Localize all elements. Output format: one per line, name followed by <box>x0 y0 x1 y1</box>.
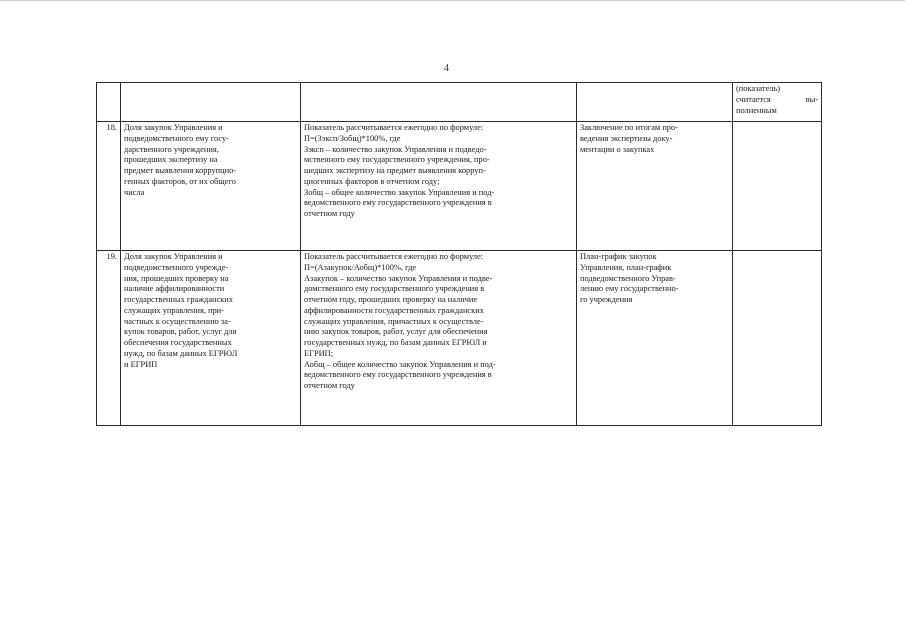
formula-line: ЕГРИП; <box>304 348 334 358</box>
formula-line: циогенных факторов в отчетном году; <box>304 176 440 186</box>
formula-line: шедших экспертизу на предмет выявления корруп- <box>304 166 486 175</box>
formula-line: Азакупок – количество закупок Управления и подве- <box>304 273 493 283</box>
formula-line: Зобщ – общее количество закупок Управления и под- <box>304 187 495 197</box>
source-line: подведомственного Управ- <box>580 273 676 283</box>
indicator-line: государственных гражданских <box>124 295 233 304</box>
formula-line: отчетном году, прошедших проверку на наличие <box>304 295 478 304</box>
table-header-row <box>97 83 822 122</box>
formula-line: аффилированности государственных гражданских <box>304 305 484 315</box>
indicator-line: подведомственного ему госу- <box>124 133 229 143</box>
formula-line: П=(Азакупок/Аобщ)*100%, где <box>304 262 417 272</box>
table-row <box>97 251 822 426</box>
formula-line: отчетном году <box>304 381 355 390</box>
formula-line: Показатель рассчитывается ежегодно по формуле: <box>304 252 484 261</box>
source-line: лению ему государственно- <box>580 284 679 294</box>
indicator-line: Доля закупок Управления и <box>124 123 223 132</box>
source-line: ментации о закупках <box>580 144 655 154</box>
source-cell <box>577 251 733 426</box>
indicator-cell <box>121 122 301 251</box>
indicator-line: прошедших экспертизу на <box>124 155 218 165</box>
source-line: Заключение по итогам про- <box>580 123 678 132</box>
header-cell-note <box>733 83 822 122</box>
formula-line: служащих управления, причастных к осуществле- <box>304 316 484 326</box>
indicator-line: нужд, по базам данных ЕГРЮЛ <box>124 348 238 358</box>
header-cell-indicator <box>121 83 301 122</box>
formula-line: Аобщ – общее количество закупок Управления и под- <box>304 359 496 369</box>
note-cell <box>733 122 822 251</box>
formula-line: Показатель рассчитывается ежегодно по формуле: <box>304 123 484 132</box>
source-line: Управления, план-график <box>580 262 672 272</box>
formula-line: ведомственного ему государственного учреждения в <box>304 198 492 208</box>
source-cell <box>577 122 733 251</box>
indicator-line: числа <box>124 187 145 197</box>
note-line: (показатель) <box>736 84 781 93</box>
indicator-line: ния, прошедших проверку на <box>124 273 229 283</box>
row-number: 19. <box>97 251 121 426</box>
formula-line: мственного ему государственного учреждения, про- <box>304 155 490 165</box>
indicator-line: наличие аффилированности <box>124 284 225 294</box>
formula-line: нию закупок товаров, работ, услуг для обеспечения <box>304 327 488 337</box>
formula-line: домственного ему государственного учреждения в <box>304 284 485 294</box>
formula-line: П=(Зэксп/Зобщ)*100%, где <box>304 133 401 143</box>
source-line: го учреждения <box>580 295 633 304</box>
formula-line: ведомственного ему государственного учреждения в <box>304 370 492 380</box>
note-cell <box>733 251 822 426</box>
indicator-line: дарственного учреждения, <box>124 144 219 154</box>
table-row <box>97 122 822 251</box>
note-line: считается вы- <box>736 94 818 104</box>
formula-line: Зэксп – количество закупок Управления и подведо- <box>304 144 487 154</box>
indicators-table <box>96 82 822 426</box>
indicator-line: служащих управления, при- <box>124 305 224 315</box>
note-line: полненным <box>736 105 777 115</box>
indicator-line: частных к осуществлению за- <box>124 316 231 326</box>
indicator-line: генных факторов, от их общего <box>124 176 236 186</box>
formula-line: отчетном году <box>304 209 355 218</box>
page-top-border <box>0 0 905 1</box>
indicator-line: подведомственного учрежде- <box>124 262 229 272</box>
page-number: 4 <box>444 63 449 74</box>
header-cell-number <box>97 83 121 122</box>
source-line: ведения экспертизы доку- <box>580 133 673 143</box>
header-cell-source <box>577 83 733 122</box>
formula-cell <box>301 122 577 251</box>
header-cell-formula <box>301 83 577 122</box>
indicator-line: и ЕГРИП <box>124 359 158 369</box>
formula-cell <box>301 251 577 426</box>
indicator-line: обеспечения государственных <box>124 338 232 347</box>
indicator-line: Доля закупок Управления и <box>124 252 223 261</box>
source-line: План-график закупок <box>580 252 657 261</box>
row-number: 18. <box>97 122 121 251</box>
indicator-line: предмет выявления коррупцио- <box>124 166 237 175</box>
formula-line: государственных нужд, по базам данных ЕГРЮЛ и <box>304 338 487 347</box>
indicator-cell <box>121 251 301 426</box>
indicator-line: купок товаров, работ, услуг для <box>124 327 237 337</box>
